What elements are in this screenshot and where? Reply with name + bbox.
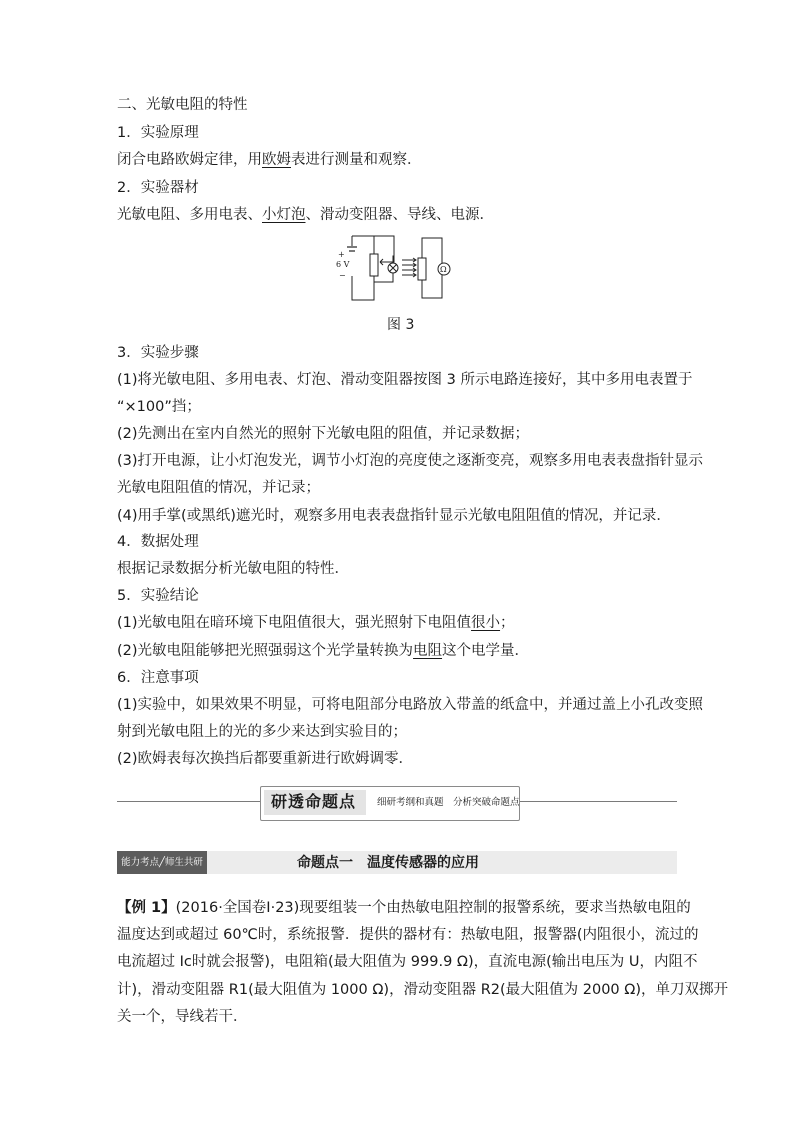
light-arrow-4: [402, 273, 416, 277]
step-1-line-1: (1)将光敏电阻、多用电表、灯泡、滑动变阻器按图 3 所示电路连接好，其中多用电表置于: [117, 372, 693, 388]
principle-text-pre: 闭合电路欧姆定律，用: [117, 152, 262, 168]
example-line-5: 关一个，导线若干．: [117, 1009, 248, 1025]
conclusion-1-pre: (1)光敏电阻在暗环境下电阻值很大，强光照射下电阻值: [117, 615, 472, 631]
source-voltage-label: 6 V: [336, 260, 350, 269]
processing-text: 根据记录数据分析光敏电阻的特性．: [117, 561, 349, 577]
topic-bar-tag: 能力考点╱师生共研: [117, 851, 207, 874]
lamp-cross: [390, 265, 397, 272]
wire-lamp-bottom: [387, 273, 393, 282]
rheostat-body: [370, 254, 378, 276]
step-4: (4)用手掌(或黑纸)遮光时，观察多用电表表盘指针显示光敏电阻阻值的情况，并记录．: [117, 508, 671, 524]
equipment-heading: 2．实验器材: [117, 180, 199, 196]
conclusion-2-underlined: 电阻: [413, 643, 443, 659]
conclusion-1-underlined: 很小: [471, 615, 501, 631]
conclusion-1-post: ；: [500, 615, 515, 631]
step-3-line-1: (3)打开电源，让小灯泡发光，调节小灯泡的亮度使之逐渐变亮，观察多用电表表盘指针显示: [117, 453, 704, 469]
wire-top-left: [352, 236, 394, 255]
photoresistor-body: [418, 258, 426, 280]
equipment-text-post: 、滑动变阻器、导线、电源．: [305, 207, 494, 223]
conclusion-heading: 5．实验结论: [117, 588, 199, 604]
example-label: 【例 1】: [117, 900, 176, 916]
note-2: (2)欧姆表每次换挡后都要重新进行欧姆调零．: [117, 751, 414, 767]
light-arrow-1: [402, 258, 416, 262]
equipment-text-underlined: 小灯泡: [262, 207, 306, 223]
section-heading: 二、光敏电阻的特性: [117, 97, 248, 113]
example-line-2: 温度达到或超过 60℃时，系统报警．提供的器材有：热敏电阻，报警器(内阻很小，流过的: [117, 927, 699, 943]
figure-caption: 图 3: [387, 317, 415, 333]
principle-text: [117, 150, 422, 170]
conclusion-1: [117, 613, 515, 633]
source-minus-sign: −: [339, 271, 346, 280]
banner-title: 研透命题点: [271, 792, 357, 811]
banner-subtitle: 细研考纲和真题 分析突破命题点: [377, 797, 520, 808]
rheostat-slider-wire: [380, 236, 394, 262]
conclusion-2-post: 这个电学量．: [442, 643, 530, 659]
banner-rule-right: [518, 801, 677, 802]
light-arrow-3: [402, 268, 416, 272]
note-1-line-2: 射到光敏电阻上的光的多少来达到实验目的；: [117, 724, 407, 740]
wire-to-lamp: [374, 276, 387, 282]
banner-rule-left: [117, 801, 260, 802]
conclusion-2-pre: (2)光敏电阻能够把光照强弱这个光学量转换为: [117, 643, 414, 659]
ohmmeter-symbol: Ω: [440, 265, 447, 274]
step-3-line-2: 光敏电阻阻值的情况，并记录；: [117, 480, 320, 496]
circuit-diagram: [336, 232, 464, 304]
topic-bar-title: 命题点一 温度传感器的应用: [297, 855, 479, 871]
example-line-4: 计)，滑动变阻器 R1(最大阻值为 1000 Ω)，滑动变阻器 R2(最大阻值为 2000 Ω)，单刀双掷开: [117, 982, 729, 998]
principle-heading: 1．实验原理: [117, 125, 199, 141]
conclusion-2: [117, 641, 529, 661]
light-arrow-2: [402, 263, 416, 267]
source-plus-sign: +: [338, 250, 345, 259]
principle-text-post: 表进行测量和观察．: [291, 152, 422, 168]
wire-source-bottom: [352, 276, 374, 300]
principle-text-underlined: 欧姆: [262, 152, 291, 168]
example-line-1-text: (2016·全国卷Ⅰ·23)现要组装一个由热敏电阻控制的报警系统，要求当热敏电阻的: [175, 900, 691, 916]
example-line-3: 电流超过 Ic时就会报警)，电阻箱(最大阻值为 999.9 Ω)，直流电源(输出电压为 U，内阻不: [117, 954, 698, 970]
note-1-line-1: (1)实验中，如果效果不明显，可将电阻部分电路放入带盖的纸盒中，并通过盖上小孔改变照: [117, 697, 704, 713]
equipment-text-pre: 光敏电阻、多用电表、: [117, 207, 262, 223]
steps-heading: 3．实验步骤: [117, 345, 199, 361]
step-2: (2)先测出在室内自然光的照射下光敏电阻的阻值，并记录数据；: [117, 426, 530, 442]
equipment-text: [117, 205, 494, 225]
step-1-line-2: “×100”挡；: [117, 399, 201, 415]
notes-heading: 6．注意事项: [117, 670, 199, 686]
processing-heading: 4．数据处理: [117, 534, 199, 550]
example-line-1: [117, 898, 691, 918]
